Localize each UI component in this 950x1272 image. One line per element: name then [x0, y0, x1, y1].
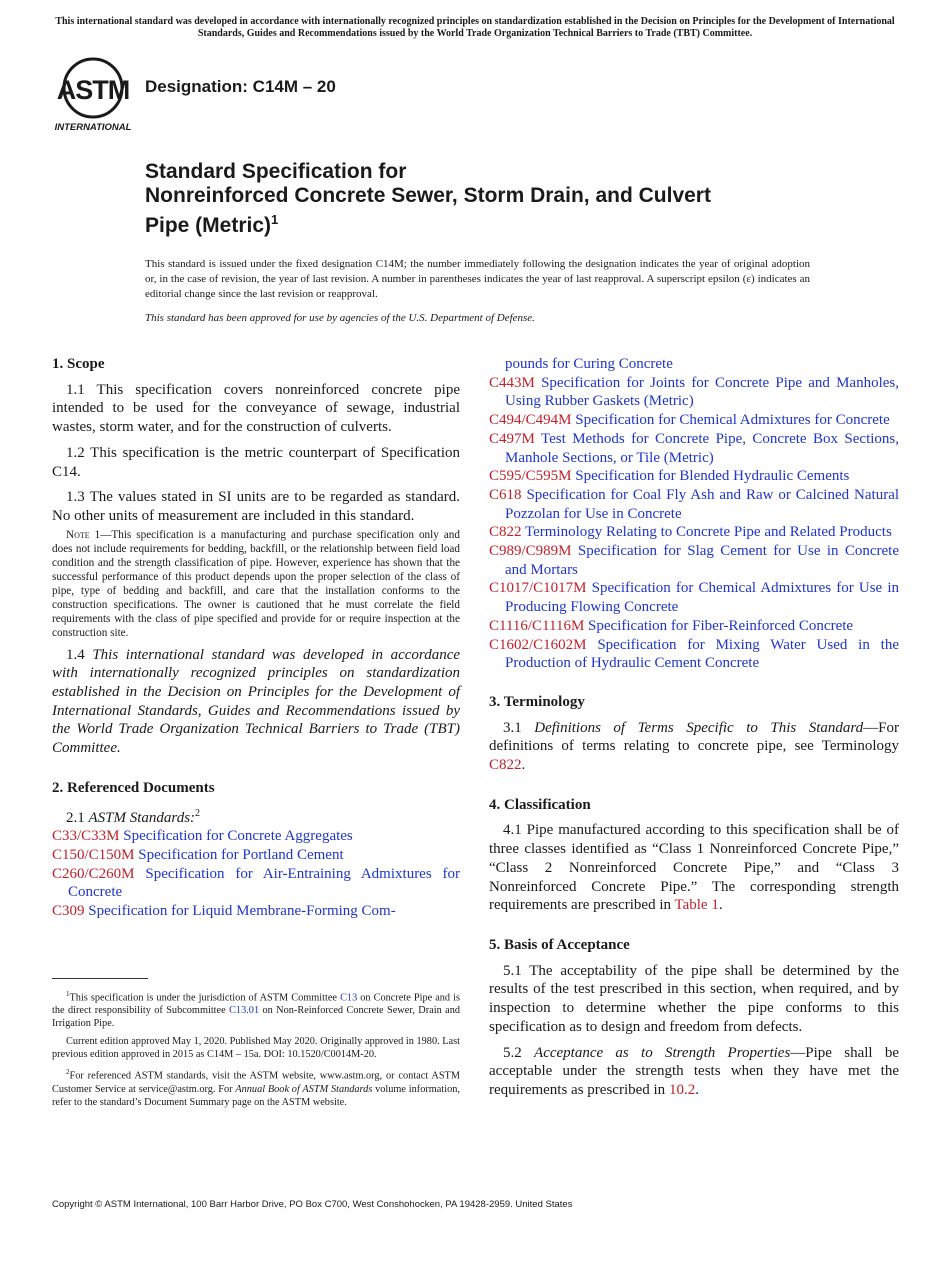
ref-item[interactable] [489, 617, 899, 636]
c13-01-link[interactable]: C13.01 [229, 1005, 260, 1017]
note-1-text: —This specification is a manufacturing and purchase specification only and does not include requirements for bedding, backfill, or the relationship between field load condition and the strength classification of pipe. However, experience has shown that the successful performance of this product depends upon the proper selection of the class of pipe, type of bedding and backfill, and care that the installation conforms to the construction specifications. The owner is cautioned that he must correlate the field requirements with the class of pipe specified and provide for or require inspection at the construction site. [52, 528, 460, 639]
ref-code-link[interactable]: C1116/C1116M [489, 617, 585, 634]
title-line-1: Standard Specification for [145, 160, 407, 183]
ref-code-link[interactable]: C150/C150M [52, 846, 135, 863]
header-notice: This international standard was developed in accordance with internationally recognized principles on standardization established in the Decision on Principles for the Development of International Standards, Guides and Recommendations issued by the World Trade Organization Technical Barriers to Trade (TBT) Committee. [55, 16, 895, 39]
ref-title-link[interactable]: Specification for Chemical Admixtures for Use in Producing Flowing Concrete [505, 580, 900, 616]
ref-item[interactable] [52, 846, 460, 865]
para-4-1 [489, 821, 899, 915]
footnotes [52, 988, 460, 1114]
logo-letters: ASTM [56, 75, 130, 105]
section-4-heading: 4. Classification [489, 796, 591, 813]
footnote-1-text-b: on Concrete Pipe and is the direct responsibility of Subcommittee [52, 992, 460, 1017]
para-1-4-text: This international standard was developed in accordance with internationally recognized principles on standardization established in the Decision on Principles for the Development of International Standards, Guides and Recommendations issued by the World Trade Organization Technical Barriers to Trade (TBT) Committee. [52, 646, 461, 757]
ref-item[interactable] [489, 486, 899, 523]
logo-caption: INTERNATIONAL [54, 122, 132, 133]
ref-title-link[interactable]: Terminology Relating to Concrete Pipe and Related Products [525, 524, 892, 541]
footnote-1-mark: 1 [66, 990, 70, 998]
footnote-1-text-a: This specification is under the jurisdiction of ASTM Committee [69, 992, 341, 1004]
para-2-1-number: 2.1 [66, 809, 85, 826]
section-10-2-link[interactable]: 10.2 [668, 1081, 696, 1098]
ref-title-link[interactable]: Specification for Blended Hydraulic Cements [575, 468, 850, 485]
para-3-1-end: . [521, 757, 526, 774]
document-title [145, 160, 865, 238]
para-1-3: 1.3 The values stated in SI units are to be regarded as standard. No other units of measurement are included in this standard. [52, 489, 460, 524]
intro-paragraph: This standard is issued under the fixed designation C14M; the number immediately following the designation indicates the year of original adoption or, in the case of revision, the year of last revision. A number in parentheses indicates the year of last reapproval. A superscript epsilon (ε) indicates an editorial change since the last revision or reapproval. [145, 258, 810, 300]
footnote-2-text-b: volume information, refer to the standard’s Document Summary page on the ASTM website. [52, 1083, 460, 1108]
right-column [489, 355, 899, 1107]
ref-title-link[interactable]: Specification for Coal Fly Ash and Raw or Calcined Natural Pozzolan for Use in Concrete [505, 486, 900, 522]
para-5-2-text: —Pipe shall be acceptable under the strength tests when they have met the requirements as prescribed in [489, 1044, 900, 1098]
para-3-1-title: Definitions of Terms Specific to This Standard [534, 719, 864, 736]
ref-item[interactable] [52, 827, 460, 846]
ref-title-link[interactable]: Specification for Slag Cement for Use in Concrete and Mortars [505, 543, 900, 578]
ref-item[interactable] [52, 865, 460, 902]
ref-code-link[interactable]: C443M [489, 374, 535, 391]
para-1-2: 1.2 This specification is the metric counterpart of Specification C14. [52, 444, 460, 480]
para-3-1 [489, 719, 899, 775]
para-5-2-title: Acceptance as to Strength Properties [534, 1044, 791, 1061]
ref-code-link[interactable]: C497M [489, 430, 535, 447]
ref-code-link[interactable]: C1602/C1602M [489, 636, 587, 653]
designation: Designation: C14M – 20 [145, 77, 336, 96]
astm-logo [52, 56, 136, 134]
ref-item[interactable] [489, 636, 899, 673]
ref-code-link[interactable]: C33/C33M [52, 828, 120, 845]
section-1-heading: 1. Scope [52, 356, 105, 372]
footnote-1-text-c: on Non-Reinforced Concrete Sewer, Drain and Irrigation Pipe. [52, 1005, 460, 1030]
copyright: Copyright © ASTM International, 100 Barr Harbor Drive, PO Box C700, West Conshohocken, PA 19428-2959. United States [52, 1199, 573, 1210]
ref-title-continuation[interactable]: pounds for Curing Concrete [505, 356, 673, 372]
para-5-1: 5.1 The acceptability of the pipe shall be determined by the results of the test prescribed in this section, when required, and by inspection to determine whether the pipe conforms to this specification as to design and freedom from defects. [489, 962, 899, 1035]
ref-item[interactable] [489, 579, 899, 616]
ref-code-link[interactable]: C618 [489, 486, 522, 503]
para-2-1 [52, 805, 460, 828]
ref-code-link[interactable]: C989/C989M [489, 543, 572, 560]
footnote-2-italic: Annual Book of ASTM Standards [235, 1083, 373, 1095]
note-1-label: Note 1 [66, 528, 101, 541]
para-5-2-end: . [695, 1081, 699, 1098]
ref-item[interactable] [489, 467, 899, 486]
para-1-1: 1.1 This specification covers nonreinforced concrete pipe intended to be used for the conveyance of sewage, industrial wastes, storm water, and for the construction of culverts. [52, 381, 460, 436]
ref-item[interactable] [489, 374, 899, 411]
table-1-link[interactable]: Table 1 [674, 897, 719, 914]
footnote-2 [52, 1066, 460, 1108]
para-2-1-label: ASTM Standards: [88, 809, 196, 826]
para-1-4 [52, 646, 460, 758]
ref-item[interactable] [52, 902, 460, 921]
title-line-3: Pipe (Metric) [145, 214, 272, 237]
ref-item[interactable] [489, 411, 899, 430]
section-5-heading: 5. Basis of Acceptance [489, 936, 630, 953]
ref-code-link[interactable]: C494/C494M [489, 412, 572, 429]
ref-code-link[interactable]: C1017/C1017M [489, 580, 587, 597]
para-3-1-number: 3.1 [503, 719, 522, 736]
dod-approval-note: This standard has been approved for use by agencies of the U.S. Department of Defense. [145, 312, 535, 324]
footnote-1 [52, 988, 460, 1030]
ref-title-link[interactable]: Specification for Mixing Water Used in the Production of Hydraulic Cement Concrete [505, 636, 899, 672]
ref-code-link[interactable]: C260/C260M [52, 865, 135, 882]
para-4-1-end: . [718, 897, 723, 914]
ref-code-link[interactable]: C595/C595M [489, 468, 572, 485]
footnote-2-text-a: For referenced ASTM standards, visit the ASTM website, www.astm.org, or contact ASTM Customer Service at service@astm.org. For [52, 1070, 460, 1095]
para-5-2-number: 5.2 [503, 1044, 522, 1061]
ref-title-link[interactable]: Specification for Chemical Admixtures for Concrete [575, 412, 890, 429]
ref-item[interactable] [489, 542, 899, 579]
note-1 [52, 528, 460, 640]
footnote-rule [52, 978, 148, 979]
para-2-1-mark: 2 [195, 807, 201, 819]
ref-code-link[interactable]: C309 [52, 903, 85, 920]
para-3-1-text: —For definitions of terms relating to concrete pipe, see Terminology [489, 719, 899, 755]
footnote-2-mark: 2 [66, 1068, 70, 1077]
ref-title-link[interactable]: Specification for Liquid Membrane-Forming Com- [88, 903, 396, 920]
ref-title-link[interactable]: Specification for Concrete Aggregates [123, 828, 353, 845]
section-2-heading: 2. Referenced Documents [52, 779, 215, 796]
para-5-2 [489, 1044, 899, 1100]
title-line-2: Nonreinforced Concrete Sewer, Storm Drain, and Culvert [145, 184, 711, 207]
c822-link[interactable]: C822 [489, 757, 522, 774]
section-3-heading: 3. Terminology [489, 693, 585, 710]
title-footnote-mark: 1 [271, 212, 279, 227]
ref-title-link[interactable]: Test Methods for Concrete Pipe, Concrete Box Sections, Manhole Sections, or Tile (Metric) [505, 430, 899, 466]
ref-code-link[interactable]: C822 [489, 524, 522, 541]
ref-title-link[interactable]: Specification for Joints for Concrete Pipe and Manholes, Using Rubber Gaskets (Metric) [505, 374, 899, 410]
ref-title-link[interactable]: Specification for Fiber-Reinforced Concrete [588, 617, 854, 634]
para-4-1-text: 4.1 Pipe manufactured according to this specification shall be of three classes identified as “Class 1 Nonreinforced Concrete Pipe,” “Class 2 Nonreinforced Concrete Pipe,” and “Class 3 Nonreinforced Concrete Pipe.” The corresponding strength requirements are prescribed in [489, 822, 899, 914]
left-column [52, 355, 460, 921]
ref-title-link[interactable]: Specification for Air-Entraining Admixtures for Concrete [68, 865, 461, 901]
ref-title-link[interactable]: Specification for Portland Cement [138, 846, 344, 863]
footnote-1-edition: Current edition approved May 1, 2020. Published May 2020. Originally approved in 1980. Last previous edition approved in 2015 as C14M – 15a. DOI: 10.1520/C0014M-20. [52, 1036, 460, 1061]
para-1-4-number: 1.4 [66, 646, 85, 663]
c13-link[interactable]: C13 [340, 992, 358, 1004]
ref-item[interactable] [489, 430, 899, 467]
ref-item[interactable] [489, 523, 899, 542]
